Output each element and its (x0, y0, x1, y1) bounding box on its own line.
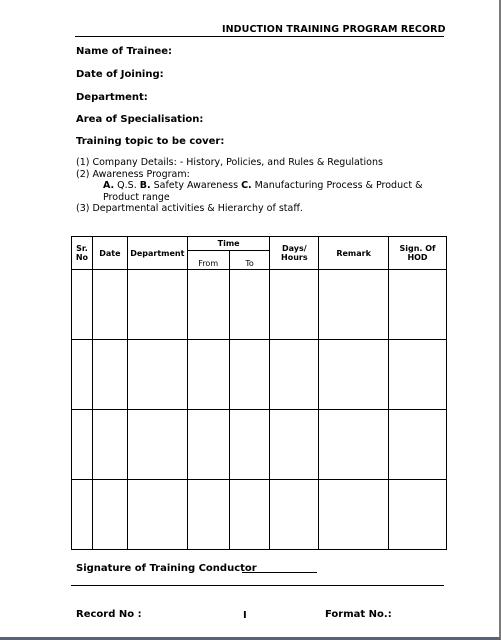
topic-item-3: (3) Departmental activities & Hierarchy of staff. (76, 203, 303, 214)
document-title: INDUCTION TRAINING PROGRAM RECORD (222, 24, 446, 35)
training-record-table (71, 236, 447, 550)
topic-item-2-continuation: Product range (103, 191, 170, 203)
topic-item-2-subitems (76, 180, 422, 192)
column-header-date: Date (92, 237, 127, 270)
column-header-from: From (187, 251, 229, 270)
record-no-label: Record No : (76, 609, 142, 620)
column-header-to: To (229, 251, 270, 270)
joining-date-label: Date of Joining: (76, 69, 164, 80)
topic-item-1: (1) Company Details: - History, Policies, and Rules & Regulations (76, 157, 383, 168)
training-topic-heading: Training topic to be cover: (76, 136, 225, 147)
subitem-a-label: A. (103, 180, 115, 191)
column-header-sign-hod: Sign. Of HOD (389, 237, 447, 270)
table-row (72, 480, 447, 550)
department-label: Department: (76, 92, 148, 103)
format-no-label: Format No.: (325, 609, 392, 620)
signature-label: Signature of Training Conductor (76, 563, 257, 574)
table-row (72, 340, 447, 410)
training-topic-list (76, 157, 422, 215)
column-header-sr-no: Sr. No (72, 237, 93, 270)
subitem-b-label: B. (139, 180, 151, 191)
header-rule (75, 36, 444, 37)
footer-separator: I (243, 610, 247, 621)
column-header-remark: Remark (319, 237, 389, 270)
column-header-days-hours: Days/ Hours (270, 237, 319, 270)
signature-line (242, 572, 317, 573)
specialisation-label: Area of Specialisation: (76, 114, 204, 125)
subitem-b-text: Safety Awareness (150, 180, 242, 191)
table-row (72, 270, 447, 340)
table-row (72, 410, 447, 480)
subitem-a-text: Q.S. (114, 180, 140, 191)
footer-rule (71, 585, 444, 586)
column-header-time: Time (187, 237, 270, 251)
subitem-c-label: C. (241, 180, 252, 191)
subitem-c-text: Manufacturing Process & Product & (251, 180, 423, 191)
column-header-department: Department (127, 237, 187, 270)
topic-item-2: (2) Awareness Program: (76, 168, 190, 180)
trainee-name-label: Name of Trainee: (76, 46, 173, 57)
